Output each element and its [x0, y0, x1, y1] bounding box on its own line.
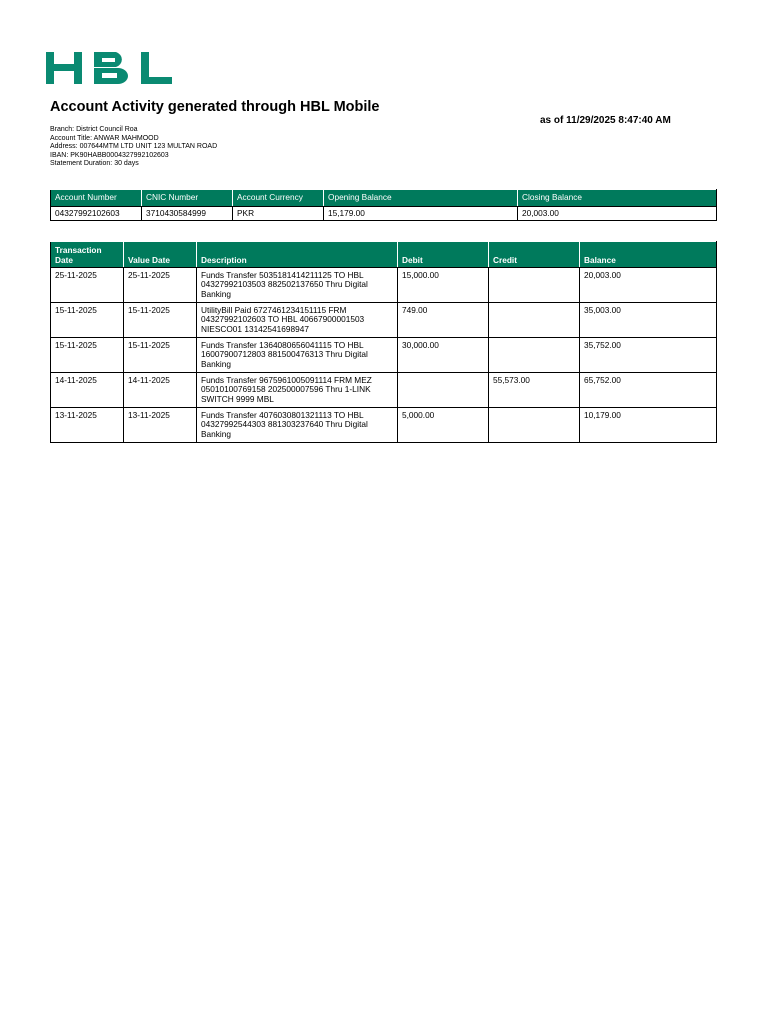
transactions-table: [50, 241, 717, 443]
summary-header-row: [51, 190, 717, 207]
value-date-cell: 15-11-2025: [124, 338, 197, 373]
summary-header-cell: Account Number: [51, 190, 142, 207]
branch-line: Branch: District Council Roa: [50, 126, 138, 133]
summary-cell: 15,179.00: [324, 207, 518, 221]
transaction-date-cell: 13-11-2025: [51, 408, 124, 443]
summary-header-cell: CNIC Number: [142, 190, 233, 207]
summary-cell: PKR: [233, 207, 324, 221]
balance-cell: 35,752.00: [580, 338, 717, 373]
balance-cell: 35,003.00: [580, 303, 717, 338]
debit-cell: [398, 373, 489, 408]
summary-header-cell: Opening Balance: [324, 190, 518, 207]
credit-cell: [489, 408, 580, 443]
credit-cell: 55,573.00: [489, 373, 580, 408]
table-row: [51, 268, 717, 303]
value-date-cell: 14-11-2025: [124, 373, 197, 408]
credit-cell: [489, 338, 580, 373]
duration-line: Statement Duration: 30 days: [50, 160, 139, 168]
transaction-date-cell: 15-11-2025: [51, 338, 124, 373]
transaction-date-cell: 14-11-2025: [51, 373, 124, 408]
summary-header-cell: Account Currency: [233, 190, 324, 207]
description-cell: Funds Transfer 9675961005091114 FRM MEZ 05010100769158 202500007596 Thru 1-LINK SWITCH 9999 MBL: [197, 373, 398, 408]
summary-header-cell: Closing Balance: [518, 190, 717, 207]
transaction-date-cell: 25-11-2025: [51, 268, 124, 303]
summary-row: [51, 207, 717, 221]
summary-cell: 3710430584999: [142, 207, 233, 221]
table-row: [51, 338, 717, 373]
value-date-cell: 15-11-2025: [124, 303, 197, 338]
transactions-header-cell: Transaction Date: [51, 242, 124, 268]
transactions-header-cell: Value Date: [124, 242, 197, 268]
description-cell: UtilityBill Paid 6727461234151115 FRM 04327992102603 TO HBL 40667900001503 NIESCO01 13142541698947: [197, 303, 398, 338]
account-summary-table: [50, 189, 717, 221]
debit-cell: 749.00: [398, 303, 489, 338]
balance-cell: 65,752.00: [580, 373, 717, 408]
address-line: Address: 007644MTM LTD UNIT 123 MULTAN ROAD: [50, 143, 218, 151]
transactions-header-cell: Credit: [489, 242, 580, 268]
balance-cell: 10,179.00: [580, 408, 717, 443]
description-cell: Funds Transfer 1364080656041115 TO HBL 16007900712803 881500476313 Thru Digital Banking: [197, 338, 398, 373]
account-meta: [50, 126, 217, 169]
transactions-header-cell: Balance: [580, 242, 717, 268]
table-row: [51, 408, 717, 443]
hbl-logo: [46, 50, 176, 86]
credit-cell: [489, 303, 580, 338]
debit-cell: 15,000.00: [398, 268, 489, 303]
table-row: [51, 303, 717, 338]
account-title-line: Account Title: ANWAR MAHMOOD: [50, 134, 159, 142]
summary-cell: 04327992102603: [51, 207, 142, 221]
transactions-header-row: [51, 242, 717, 268]
transactions-header-cell: Description: [197, 242, 398, 268]
table-row: [51, 373, 717, 408]
debit-cell: 30,000.00: [398, 338, 489, 373]
transactions-header-cell: Debit: [398, 242, 489, 268]
value-date-cell: 25-11-2025: [124, 268, 197, 303]
transaction-date-cell: 15-11-2025: [51, 303, 124, 338]
page-title: Account Activity generated through HBL Mobile: [50, 99, 380, 115]
summary-cell: 20,003.00: [518, 207, 717, 221]
balance-cell: 20,003.00: [580, 268, 717, 303]
debit-cell: 5,000.00: [398, 408, 489, 443]
description-cell: Funds Transfer 5035181414211125 TO HBL 04327992103503 882502137650 Thru Digital Banking: [197, 268, 398, 303]
iban-line: IBAN: PK90HABB0004327992102603: [50, 151, 169, 159]
description-cell: Funds Transfer 4076030801321113 TO HBL 04327992544303 881303237640 Thru Digital Banking: [197, 408, 398, 443]
value-date-cell: 13-11-2025: [124, 408, 197, 443]
credit-cell: [489, 268, 580, 303]
as-of-timestamp: as of 11/29/2025 8:47:40 AM: [540, 115, 671, 126]
